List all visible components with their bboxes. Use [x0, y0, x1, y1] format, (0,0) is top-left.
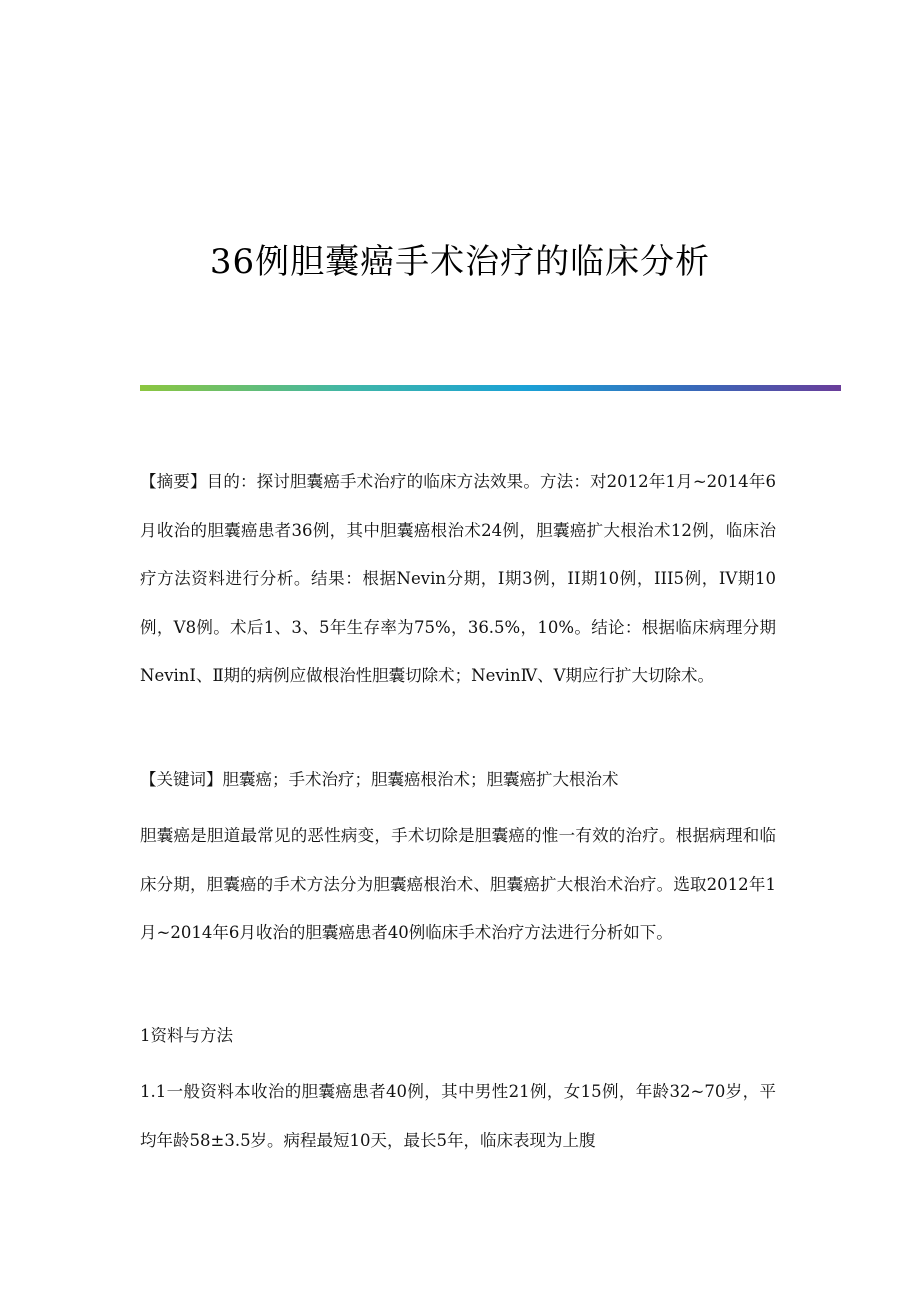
intro-text: 胆囊癌是胆道最常见的恶性病变，手术切除是胆囊癌的惟一有效的治疗。根据病理和临床分期，胆囊癌的手术方法分为胆囊癌根治术、胆囊癌扩大根治术治疗。选取2012年1月~2014年6月收治的胆囊癌患者40例临床手术治疗方法进行分析如下。 — [140, 826, 776, 942]
section-heading-text: 1资料与方法 — [140, 1026, 233, 1045]
document-title: 36例胆囊癌手术治疗的临床分析 — [209, 241, 711, 282]
abstract-paragraph — [140, 458, 776, 701]
keywords-text: 【关键词】胆囊癌；手术治疗；胆囊癌根治术；胆囊癌扩大根治术 — [140, 770, 619, 789]
subsection-text: 1.1一般资料本收治的胆囊癌患者40例，其中男性21例，女15例，年龄32~70岁，平均年龄58±3.5岁。病程最短10天，最长5年，临床表现为上腹 — [140, 1082, 776, 1150]
keywords-paragraph — [140, 756, 776, 805]
subsection-paragraph — [140, 1068, 776, 1165]
section-heading — [140, 1012, 776, 1061]
intro-paragraph — [140, 812, 776, 958]
abstract-text: 【摘要】目的：探讨胆囊癌手术治疗的临床方法效果。方法：对2012年1月~2014年6月收治的胆囊癌患者36例，其中胆囊癌根治术24例，胆囊癌扩大根治术12例，临床治疗方法资料进行分析。结果：根据Nevin分期，I期3例，II期10例，III5例，IV期10例，V8例。术后1、3、5年生存率为75%，36.5%，10%。结论：根据临床病理分期NevinI、Ⅱ期的病例应做根治性胆囊切除术；NevinⅣ、V期应行扩大切除术。 — [140, 472, 776, 685]
gradient-divider — [140, 385, 841, 391]
